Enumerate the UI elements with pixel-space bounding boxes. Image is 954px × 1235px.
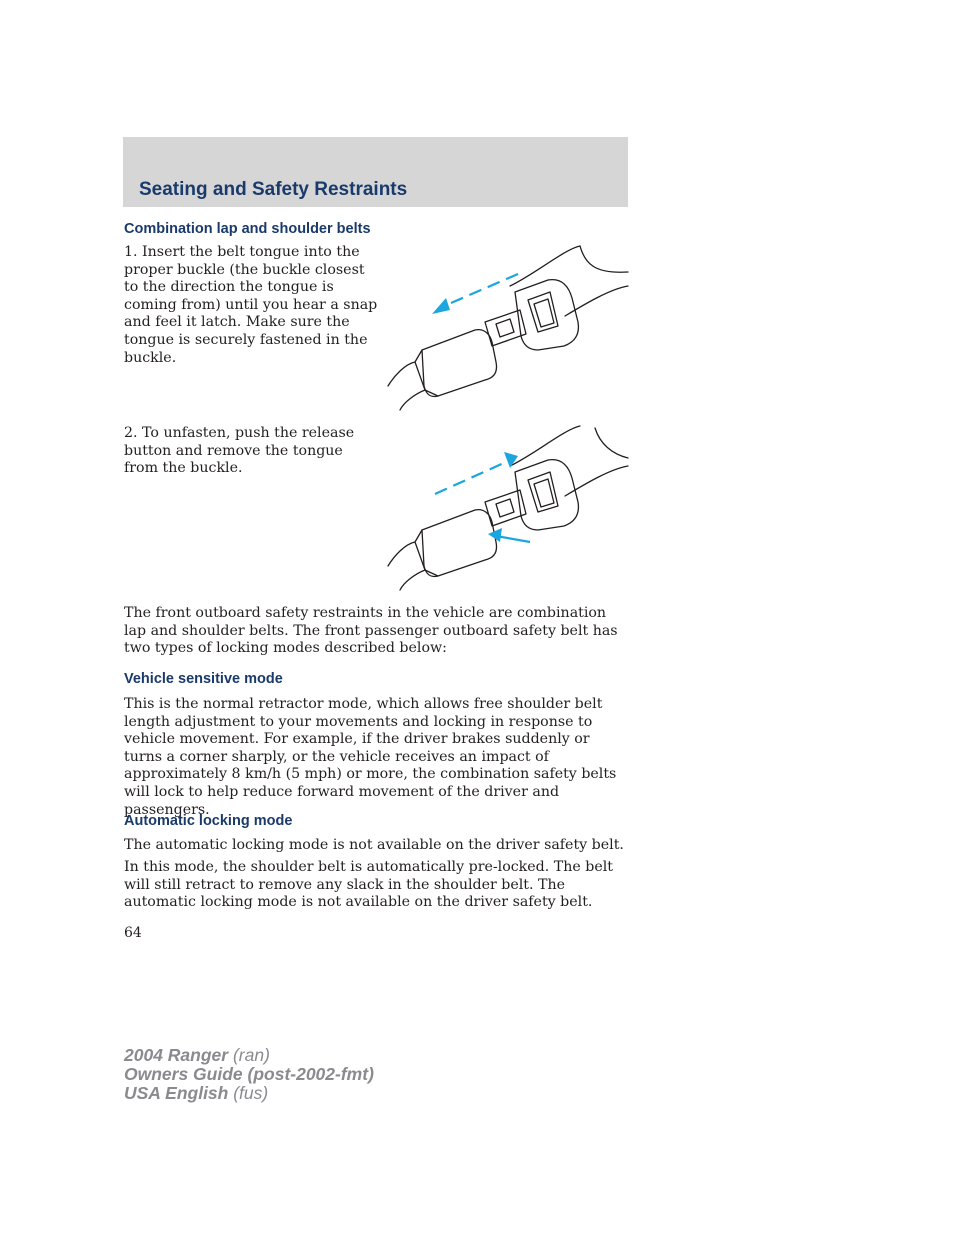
belt-insert-illustration [380,244,630,414]
heading-combination-belts: Combination lap and shoulder belts [124,221,371,237]
footer-line-1: 2004 Ranger (ran) [124,1045,270,1065]
belt-release-illustration [380,424,630,594]
intro-paragraph: The front outboard safety restraints in the vehicle are combination lap and shoulder belts. The front passenger outboard safety belt has two types of locking modes described below: [124,605,618,657]
section-title: Seating and Safety Restraints [139,179,408,200]
footer-line-3: USA English (fus) [124,1083,269,1103]
heading-vehicle-sensitive-mode: Vehicle sensitive mode [124,671,283,687]
footer-line-2: Owners Guide (post-2002-fmt) [124,1064,374,1084]
step-2-text: 2. To unfasten, push the release button and remove the tongue from the buckle. [124,425,355,477]
automatic-locking-paragraph-2: In this mode, the shoulder belt is automatically pre-locked. The belt will still retract to remove any slack in the shoulder belt. The automatic locking mode is not available on the driver safety belt. [124,859,614,911]
step-1-text: 1. Insert the belt tongue into the proper buckle (the buckle closest to the direction the tongue is coming from) until you hear a snap and feel it latch. Make sure the tongue is securely fastened in the buckle. [124,244,378,366]
vehicle-sensitive-paragraph: This is the normal retractor mode, which allows free shoulder belt length adjustment to your movements and locking in response to vehicle movement. For example, if the driver brakes suddenly or turns a corner sharply, or the vehicle receives an impact of approximately 8 km/h (5 mph) or more, the combination safety belts will lock to help reduce forward movement of the driver and passengers. [124,696,617,818]
page-number: 64 [124,925,142,941]
document-footer [124,1046,374,1103]
heading-automatic-locking-mode: Automatic locking mode [124,813,293,829]
section-header-band [123,137,628,207]
automatic-locking-paragraph-1: The automatic locking mode is not available on the driver safety belt. [124,837,624,853]
